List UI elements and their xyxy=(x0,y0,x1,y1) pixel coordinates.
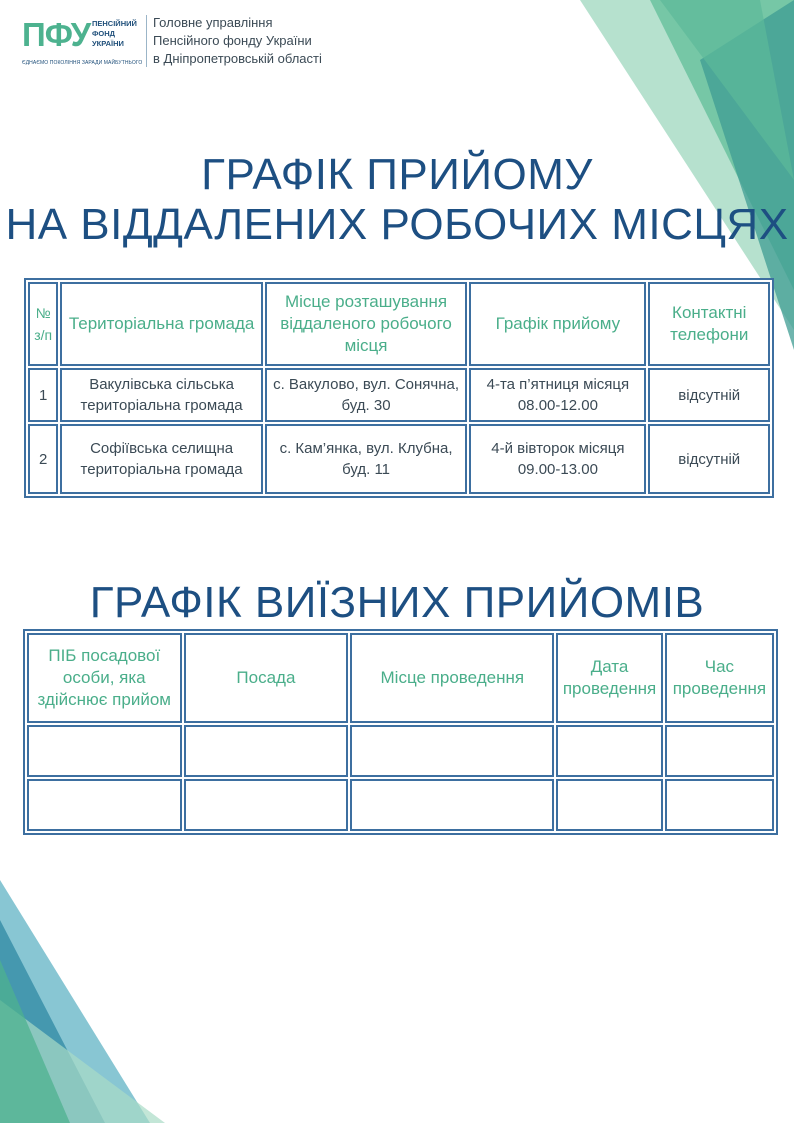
logo-mark: ПФУ xyxy=(22,16,91,53)
column-header: № з/п xyxy=(28,282,58,366)
table-cell: 4-й вівторок місяця 09.00-13.00 xyxy=(469,424,646,494)
column-header: Посада xyxy=(184,633,349,723)
table-cell xyxy=(350,725,554,777)
table-cell xyxy=(184,725,349,777)
table-cell: 4-та п’ятниця місяця 08.00-12.00 xyxy=(469,368,646,422)
table-cell: Софіївська селищна територіальна громада xyxy=(60,424,262,494)
column-header: Територіальна громада xyxy=(60,282,262,366)
table-cell xyxy=(350,779,554,831)
table-row xyxy=(27,725,774,777)
table-cell xyxy=(556,725,663,777)
table-cell: відсутній xyxy=(648,424,770,494)
table-cell xyxy=(27,725,182,777)
table-cell: 1 xyxy=(28,368,58,422)
column-header: ПІБ посадової особи, яка здійснює прийом xyxy=(27,633,182,723)
table-cell: відсутній xyxy=(648,368,770,422)
table-header-row xyxy=(28,282,770,366)
column-header: Дата проведення xyxy=(556,633,663,723)
visiting-receptions-table xyxy=(23,629,778,835)
table-cell: Вакулівська сільська територіальна громада xyxy=(60,368,262,422)
logo-slogan: ЄДНАЄМО ПОКОЛІННЯ ЗАРАДИ МАЙБУТНЬОГО xyxy=(22,60,143,66)
remote-workplaces-table xyxy=(24,278,774,498)
table-cell: с. Кам’янка, вул. Клубна, буд. 11 xyxy=(265,424,467,494)
table-row xyxy=(28,424,770,494)
column-header: Місце проведення xyxy=(350,633,554,723)
table-cell: 2 xyxy=(28,424,58,494)
logo-text: ПЕНСІЙНИЙ ФОНД УКРАЇНИ xyxy=(92,19,137,48)
table-cell xyxy=(556,779,663,831)
column-header: Графік прийому xyxy=(469,282,646,366)
visiting-receptions-title: ГРАФІК ВИЇЗНИХ ПРИЙОМІВ xyxy=(89,578,705,627)
reception-schedule-title: ГРАФІК ПРИЙОМУ НА ВІДДАЛЕНИХ РОБОЧИХ МІСЦЯХ xyxy=(5,150,789,249)
column-header: Місце розташування віддаленого робочого місця xyxy=(265,282,467,366)
column-header: Контактні телефони xyxy=(648,282,770,366)
table-cell: с. Вакулово, вул. Сонячна, буд. 30 xyxy=(265,368,467,422)
table-header-row xyxy=(27,633,774,723)
header-divider xyxy=(146,15,147,67)
organization-name: Головне управління Пенсійного фонду України в Дніпропетровській області xyxy=(153,15,322,66)
table-cell xyxy=(184,779,349,831)
table-row xyxy=(28,368,770,422)
table-cell xyxy=(27,779,182,831)
column-header: Час проведення xyxy=(665,633,774,723)
table-row xyxy=(27,779,774,831)
table-cell xyxy=(665,779,774,831)
table-cell xyxy=(665,725,774,777)
